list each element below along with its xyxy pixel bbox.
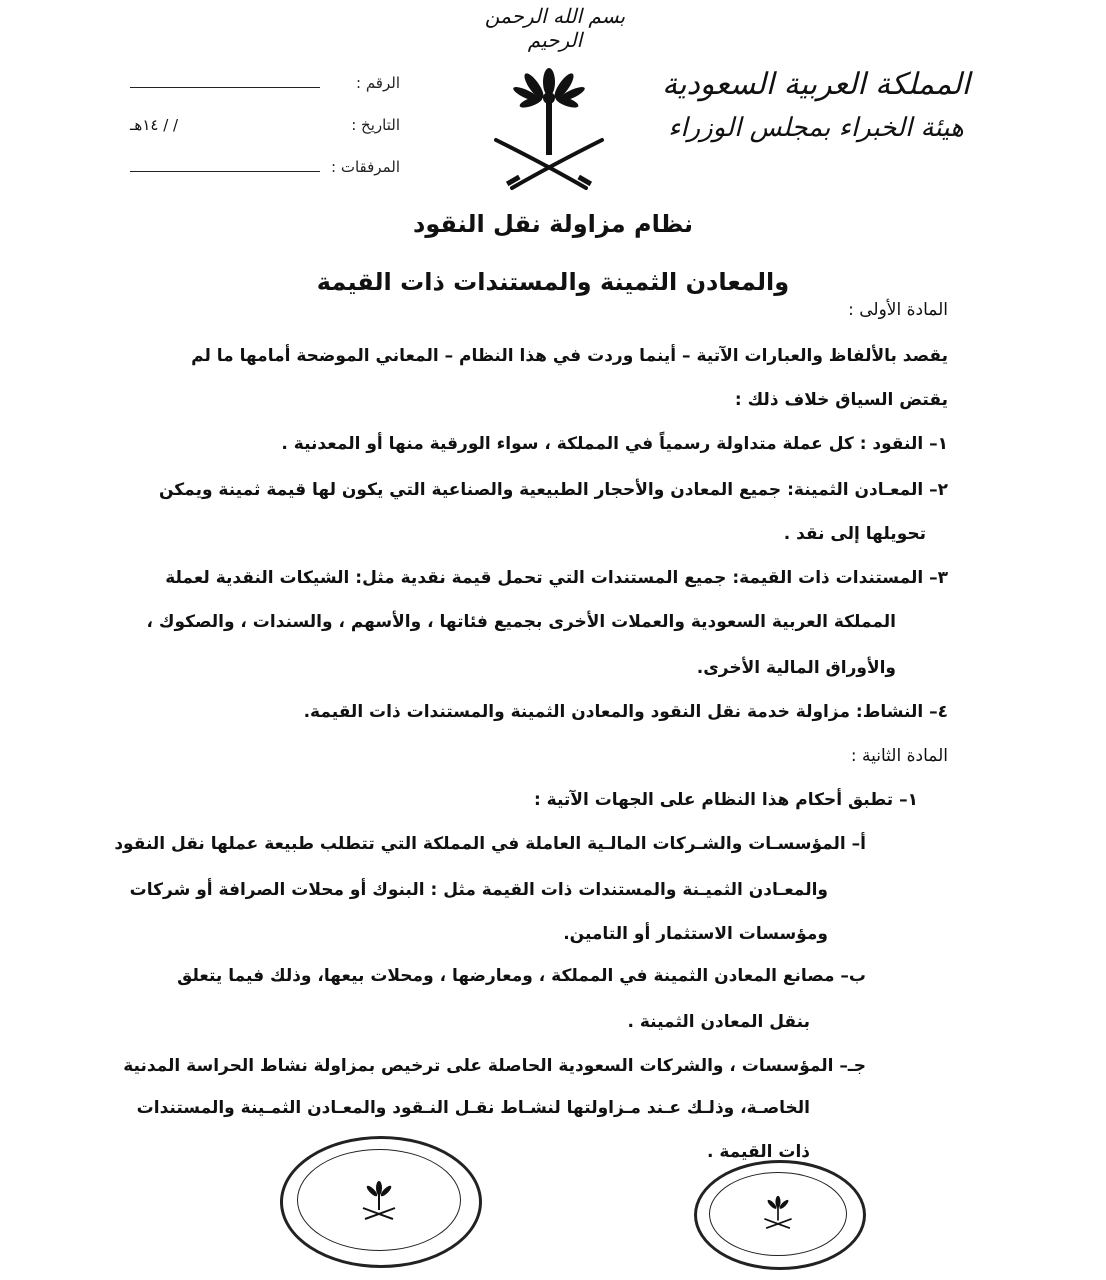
date-label: التاريخ : <box>351 116 400 134</box>
definition-precious-metals: ٢– المعـادن الثمينة: جميع المعادن والأحجار الطبيعية والصناعية التي يكون لها قيمة ثمينة ويمكن <box>158 480 948 500</box>
article2-heading: المادة الثانية : <box>850 746 948 766</box>
seal-palm-icon <box>359 1175 399 1225</box>
entity-a-line3: ومؤسسات الاستثمار أو التامين. <box>563 924 828 944</box>
attachments-row <box>130 146 400 188</box>
entity-a-line1: أ– المؤسسـات والشـركات المالـية العاملة في المملكة التي تتطلب طبيعة عملها نقل النقود <box>114 834 866 854</box>
letterhead <box>656 62 976 148</box>
definition-valuable-documents-cont1: المملكة العربية السعودية والعملات الأخرى بجميع فئاتها ، والأسهم ، والسندات ، والصكوك ، <box>146 612 896 632</box>
definition-precious-metals-cont: تحويلها إلى نقد . <box>783 524 926 544</box>
article1-heading: المادة الأولى : <box>848 300 948 320</box>
document-title: نظام مزاولة نقل النقود <box>413 210 693 238</box>
official-seal-right <box>694 1160 866 1270</box>
entity-b-line2: بنقل المعادن الثمينة . <box>627 1012 810 1032</box>
ref-number-row <box>130 62 400 104</box>
basmala: بسم الله الرحمن الرحيم <box>484 4 626 52</box>
ref-number-label: الرقم : <box>356 74 400 92</box>
seal-palm-icon-right <box>761 1191 795 1233</box>
article2-clause1: ١– تطبق أحكام هذا النظام على الجهات الآتية : <box>533 790 918 810</box>
definition-valuable-documents-cont2: والأوراق المالية الأخرى. <box>696 658 896 678</box>
definition-activity: ٤– النشاط: مزاولة خدمة نقل النقود والمعادن الثمينة والمستندات ذات القيمة. <box>303 702 948 722</box>
letterhead-country: المملكة العربية السعودية <box>662 67 970 102</box>
definition-money: ١– النقود : كل عملة متداولة رسمياً في المملكة ، سواء الورقية منها أو المعدنية . <box>281 434 948 454</box>
palm-swords-emblem-icon <box>486 60 612 196</box>
article1-intro-line2: يقتض السياق خلاف ذلك : <box>734 390 948 410</box>
date-value: / / ١٤هـ <box>130 116 179 134</box>
entity-b-line1: ب– مصانع المعادن الثمينة في المملكة ، ومعارضها ، ومحلات بيعها، وذلك فيما يتعلق <box>177 966 866 986</box>
entity-c-line1: جـ– المؤسسات ، والشركات السعودية الحاصلة على ترخيص بمزاولة نشاط الحراسة المدنية <box>123 1056 866 1076</box>
definition-valuable-documents: ٣– المستندات ذات القيمة: جميع المستندات التي تحمل قيمة نقدية مثل: الشيكات النقدية لعملة <box>165 568 948 588</box>
entity-c-line2: الخاصـة، وذلـك عـند مـزاولتها لنشـاط نقـل النـقود والمعـادن الثمـينة والمستندات <box>136 1098 810 1118</box>
ref-number-blank <box>130 85 320 88</box>
letterhead-agency: هيئة الخبراء بمجلس الوزراء <box>668 113 964 143</box>
entity-c-line3: ذات القيمة . <box>706 1142 810 1162</box>
date-row <box>130 104 400 146</box>
attachments-blank <box>130 169 320 172</box>
article1-intro-line1: يقصد بالألفاظ والعبارات الآتية – أينما وردت في هذا النظام – المعاني الموضحة أمامها ما لم <box>191 346 948 366</box>
official-seal-left <box>280 1136 482 1268</box>
document-subtitle: والمعادن الثمينة والمستندات ذات القيمة <box>316 268 790 296</box>
attachments-label: المرفقات : <box>331 158 400 176</box>
reference-fields <box>130 62 400 188</box>
entity-a-line2: والمعـادن الثميـنة والمستندات ذات القيمة مثل : البنوك أو محلات الصرافة أو شركات <box>129 880 828 900</box>
